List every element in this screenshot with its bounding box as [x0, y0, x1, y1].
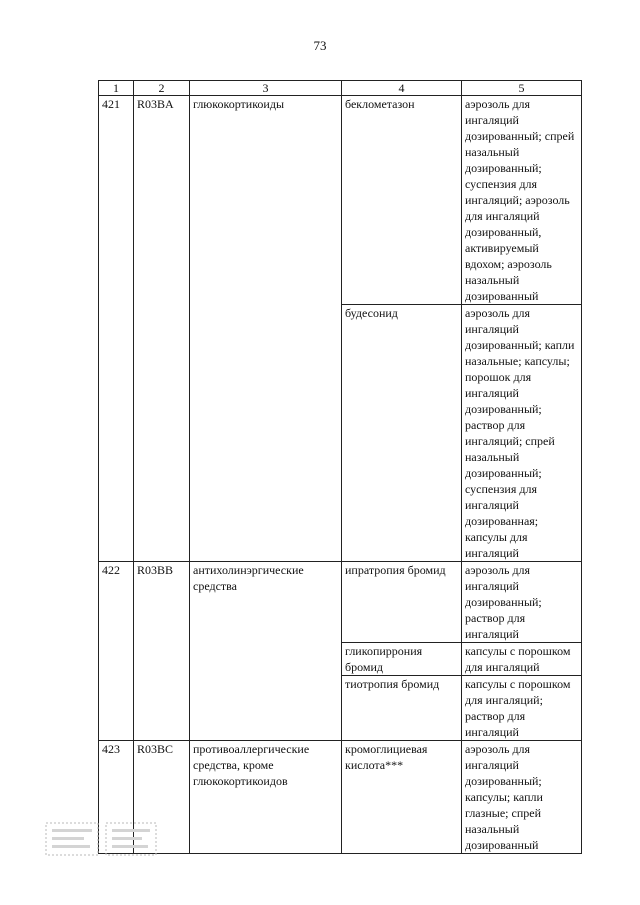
drug-name: тиотропия бромид — [342, 676, 462, 741]
table-row — [99, 96, 582, 305]
drug-name: беклометазон — [342, 96, 462, 305]
dosage-forms: аэрозоль для ингаляций дозированный; капли назальные; капсулы; порошок для ингаляций дозированный; раствор для ингаляций; спрей назальный дозированный; суспензия для ингаляций дозированная; капсулы для ингаляций — [462, 305, 582, 562]
column-header: 2 — [134, 81, 190, 96]
atc-code: R03BB — [134, 562, 190, 741]
drug-name: будесонид — [342, 305, 462, 562]
drug-table — [98, 80, 582, 854]
scan-stamp-mark — [44, 820, 158, 860]
column-header: 4 — [342, 81, 462, 96]
dosage-forms: аэрозоль для ингаляций дозированный; капсулы; капли глазные; спрей назальный дозированный — [462, 741, 582, 854]
drug-name: гликопиррония бромид — [342, 643, 462, 676]
column-header: 1 — [99, 81, 134, 96]
dosage-forms: капсулы с порошком для ингаляций; раствор для ингаляций — [462, 676, 582, 741]
dosage-forms: аэрозоль для ингаляций дозированный; раствор для ингаляций — [462, 562, 582, 643]
drug-name: ипратропия бромид — [342, 562, 462, 643]
pharmacological-group: противоаллергические средства, кроме глюкокортикоидов — [190, 741, 342, 854]
dosage-forms: капсулы с порошком для ингаляций — [462, 643, 582, 676]
column-header: 3 — [190, 81, 342, 96]
row-number: 423 — [99, 741, 134, 854]
header-row — [99, 81, 582, 96]
page-number: 73 — [313, 38, 327, 53]
pharmacological-group: глюкокортикоиды — [190, 96, 342, 562]
column-header: 5 — [462, 81, 582, 96]
pharmacological-group: антихолинэргические средства — [190, 562, 342, 741]
row-number: 422 — [99, 562, 134, 741]
drug-name: кромоглициевая кислота*** — [342, 741, 462, 854]
dosage-forms: аэрозоль для ингаляций дозированный; спрей назальный дозированный; суспензия для ингаляций; аэрозоль для ингаляций дозированный, активируемый вдохом; аэрозоль назальный дозированный — [462, 96, 582, 305]
atc-code: R03BC — [134, 741, 190, 854]
table-row — [99, 562, 582, 643]
atc-code: R03BA — [134, 96, 190, 562]
table-row — [99, 741, 582, 854]
row-number: 421 — [99, 96, 134, 562]
